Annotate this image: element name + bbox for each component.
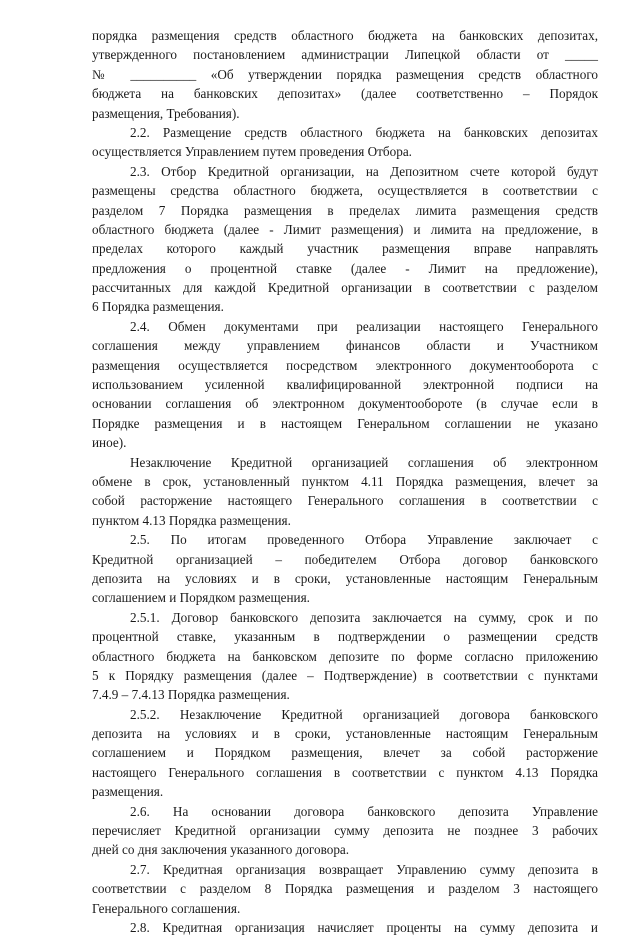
paragraph-2-3	[92, 162, 598, 317]
text-line: рассчитанных для каждой Кредитной организации в соответствии с разделом	[92, 280, 598, 296]
paragraph-2-8	[92, 918, 598, 937]
text-line: 7.4.9 – 7.4.13 Порядка размещения.	[92, 687, 290, 703]
paragraph-2-4-continued	[92, 453, 598, 531]
text-line: 2.5.2. Незаключение Кредитной организацией договора банковского	[130, 706, 598, 722]
text-line: соглашением и Порядком размещения, влечет за собой расторжение	[92, 745, 598, 761]
text-line: размещены средства областного бюджета, осуществляется в соответствии с	[92, 183, 598, 199]
text-line: соглашения между управлением финансов области и Участником	[92, 338, 598, 354]
text-line: соответствии с разделом 8 Порядка размещения и разделом 3 настоящего	[92, 881, 598, 897]
text-line: размещения, Требования).	[92, 105, 240, 121]
text-line: использованием усиленной квалифицированной электронной подписи на	[92, 377, 598, 393]
text-line: дней со дня заключения указанного договора.	[92, 842, 350, 858]
text-line: соглашением и Порядком размещения.	[92, 590, 310, 606]
text-line: 2.4. Обмен документами при реализации настоящего Генерального	[130, 318, 598, 334]
text-line: 6 Порядка размещения.	[92, 299, 224, 315]
text-line: разделом 7 Порядка размещения в пределах лимита размещения средств	[92, 202, 598, 218]
text-line: бюджета на банковских депозитах» (далее соответственно – Порядок	[92, 86, 598, 102]
text-line: собой расторжение настоящего Генерального соглашения в соответствии с	[92, 493, 598, 509]
text-line: размещения осуществляется посредством электронного документооборота с	[92, 357, 598, 373]
text-line: 5 к Порядку размещения (далее – Подтверждение) в соответствии с пунктами	[92, 667, 598, 683]
paragraph-2-5-1	[92, 608, 598, 705]
text-line: пунктом 4.13 Порядка размещения.	[92, 512, 291, 528]
paragraph-2-7	[92, 860, 598, 918]
text-line: депозита на условиях и в сроки, установленные настоящим Генеральным	[92, 570, 598, 586]
text-line: областного бюджета (далее - Лимит размещения) и лимита на предложение, в	[92, 221, 598, 237]
text-line: пределах которого каждый участник размещения вправе направлять	[92, 241, 598, 257]
text-line: № __________ «Об утверждении порядка размещения средств областного	[92, 66, 598, 82]
text-line: порядка размещения средств областного бюджета на банковских депозитах,	[92, 28, 598, 43]
text-line: 2.8. Кредитная организация начисляет проценты на сумму депозита и	[130, 919, 598, 935]
text-line: перечисляет Кредитной организации сумму депозита не позднее 3 рабочих	[92, 823, 598, 839]
paragraph-2-5	[92, 530, 598, 608]
text-line: Кредитной организацией – победителем Отбора договор банковского	[92, 551, 598, 567]
text-line: осуществляется Управлением путем проведения Отбора.	[92, 144, 412, 160]
text-line: 2.5.1. Договор банковского депозита заключается на сумму, срок и по	[130, 609, 598, 625]
paragraph-intro	[92, 26, 598, 123]
document-page	[92, 26, 598, 937]
text-line: 2.3. Отбор Кредитной организации, на Депозитном счете которой будут	[130, 163, 598, 179]
text-line: настоящего Генерального соглашения в соответствии с пунктом 4.13 Порядка	[92, 764, 598, 780]
text-line: процентной ставке, указанным в подтверждении о размещении средств	[92, 629, 598, 645]
text-line: иное).	[92, 435, 127, 451]
text-line: Незаключение Кредитной организацией соглашения об электронном	[130, 454, 598, 470]
text-line: размещения.	[92, 784, 164, 800]
text-line: основании соглашения об электронном документообороте (в случае если в	[92, 396, 598, 412]
text-line: утвержденного постановлением администрации Липецкой области от _____	[92, 47, 598, 63]
paragraph-2-5-2	[92, 705, 598, 802]
paragraph-2-6	[92, 802, 598, 860]
text-line: 2.2. Размещение средств областного бюджета на банковских депозитах	[130, 124, 598, 140]
text-line: депозита на условиях и в сроки, установленные настоящим Генеральным	[92, 726, 598, 742]
text-line: 2.6. На основании договора банковского депозита Управление	[130, 803, 598, 819]
text-line: Порядке размещения и в настоящем Генеральном соглашении не указано	[92, 415, 598, 431]
text-line: обмене в срок, установленный пунктом 4.11 Порядка размещения, влечет за	[92, 473, 598, 489]
text-line: 2.7. Кредитная организация возвращает Управлению сумму депозита в	[130, 861, 598, 877]
text-line: 2.5. По итогам проведенного Отбора Управление заключает с	[130, 532, 598, 548]
text-line: предложения о процентной ставке (далее - Лимит на предложение),	[92, 260, 598, 276]
paragraph-2-4	[92, 317, 598, 453]
paragraph-2-2	[92, 123, 598, 162]
text-line: областного бюджета на банковском депозите по форме согласно приложению	[92, 648, 598, 664]
text-line: Генерального соглашения.	[92, 900, 241, 916]
